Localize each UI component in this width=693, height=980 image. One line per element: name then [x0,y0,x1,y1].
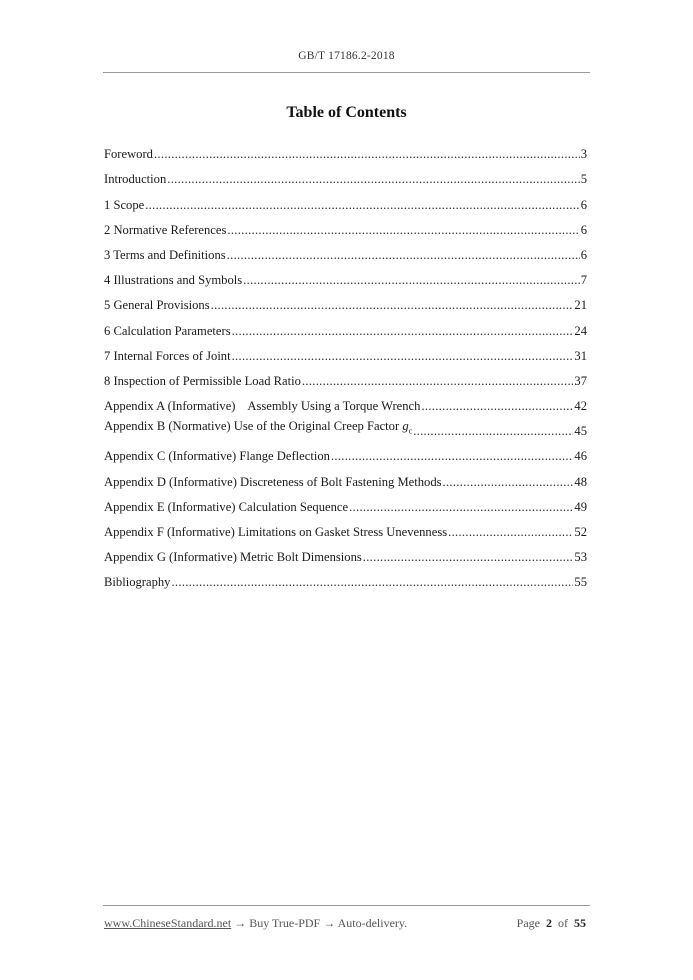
toc-entry-label: 5 General Provisions [104,298,210,313]
toc-entry-label: Introduction [104,172,167,187]
dot-leader [448,523,573,541]
total-page-count: 55 [574,916,586,930]
creep-factor-symbol [402,418,413,436]
dot-leader [171,573,573,591]
toc-entry-page: 31 [574,348,587,363]
toc-entry-appendix-e[interactable] [104,491,587,516]
dot-leader [211,296,574,314]
dot-leader [331,447,573,465]
dot-leader [227,221,579,239]
toc-entry-page: 45 [574,424,587,439]
toc-entry-terms-definitions[interactable] [104,239,587,264]
toc-entry-scope[interactable] [104,188,587,213]
dot-leader [154,145,580,163]
toc-entry-label: 6 Calculation Parameters [104,323,231,338]
footer-promo [104,916,407,931]
toc-entry-page: 6 [580,247,587,262]
toc-entry-appendix-g[interactable] [104,541,587,566]
toc-entry-normative-references[interactable] [104,214,587,239]
toc-entry-label: Foreword [104,147,153,162]
toc-entry-internal-forces[interactable] [104,340,587,365]
footer-divider [103,905,590,906]
toc-entry-page: 6 [580,222,587,237]
arrow-right-icon: → [323,916,336,930]
current-page-number: 2 [546,916,552,930]
toc-entry-label: Appendix D (Informative) Discreteness of Bolt Fastening Methods [104,474,442,489]
toc-entry-foreword[interactable] [104,138,587,163]
toc-entry-introduction[interactable] [104,163,587,188]
toc-entry-page: 52 [574,525,587,539]
toc-entry-page: 53 [574,550,587,565]
creep-factor-letter: g [402,418,409,433]
toc-entry-page: 5 [580,172,587,187]
table-of-contents [104,138,587,591]
toc-entry-calculation-parameters[interactable] [104,314,587,339]
page-indicator [517,916,586,931]
toc-entry-appendix-c[interactable] [104,440,587,465]
toc-entry-label: 2 Normative References [104,222,227,237]
dot-leader [421,397,573,415]
arrow-right-icon: → [234,916,247,930]
dot-leader [232,347,574,365]
toc-entry-bibliography[interactable] [104,566,587,591]
toc-entry-label: 4 Illustrations and Symbols [104,273,243,288]
dot-leader [243,271,580,289]
toc-entry-label: Bibliography [104,575,171,590]
creep-factor-subscript: c [408,426,413,436]
toc-entry-illustrations-symbols[interactable] [104,264,587,289]
page-word: Page [516,916,540,930]
dot-leader [363,548,574,566]
dot-leader [413,422,573,440]
toc-entry-label: Appendix A (Informative) Assembly Using a Torque Wrench [104,399,421,414]
toc-entry-label: Appendix F (Informative) Limitations on Gasket Stress Unevenness [104,525,448,539]
toc-entry-label: 3 Terms and Definitions [104,247,226,262]
toc-entry-page: 49 [574,499,587,514]
auto-delivery-text: Auto-delivery. [337,916,408,930]
toc-entry-page: 7 [580,273,587,288]
toc-entry-label: Appendix G (Informative) Metric Bolt Dimensions [104,550,362,565]
page-title: Table of Contents [286,104,407,121]
toc-entry-general-provisions[interactable] [104,289,587,314]
toc-entry-label: 1 Scope [104,197,145,212]
toc-entry-appendix-a[interactable] [104,390,587,415]
of-word: of [558,916,568,930]
toc-entry-page: 37 [574,373,587,388]
toc-entry-page: 48 [574,474,587,489]
dot-leader [302,372,573,390]
toc-entry-page: 21 [574,298,587,313]
dot-leader [349,498,573,516]
buy-true-pdf-text: Buy True-PDF [249,916,321,930]
toc-entry-label: 7 Internal Forces of Joint [104,348,231,363]
toc-entry-label: Appendix C (Informative) Flange Deflection [104,449,330,464]
toc-entry-appendix-d[interactable] [104,465,587,490]
toc-entry-label-text: Appendix B (Normative) Use of the Original Creep Factor [104,418,403,433]
dot-leader [227,246,580,264]
toc-entry-appendix-f[interactable] [104,516,587,541]
toc-entry-page: 46 [574,449,587,464]
header-divider [103,72,590,73]
toc-entry-page: 6 [580,197,587,212]
page-footer [104,916,586,931]
dot-leader [443,473,574,491]
toc-entry-page: 55 [574,575,587,590]
toc-entry-page: 42 [574,399,587,414]
dot-leader [232,322,574,340]
toc-entry-permissible-load-ratio[interactable] [104,365,587,390]
dot-leader [167,170,579,188]
toc-entry-page: 3 [580,147,587,162]
toc-entry-label: Appendix E (Informative) Calculation Sequence [104,499,349,514]
toc-entry-page: 24 [574,323,587,338]
toc-entry-label [104,417,412,441]
toc-entry-appendix-b[interactable] [104,415,587,440]
site-link[interactable]: www.ChineseStandard.net [104,916,232,930]
toc-entry-label: 8 Inspection of Permissible Load Ratio [104,373,301,388]
document-number-header: GB/T 17186.2-2018 [298,50,395,62]
dot-leader [145,196,579,214]
